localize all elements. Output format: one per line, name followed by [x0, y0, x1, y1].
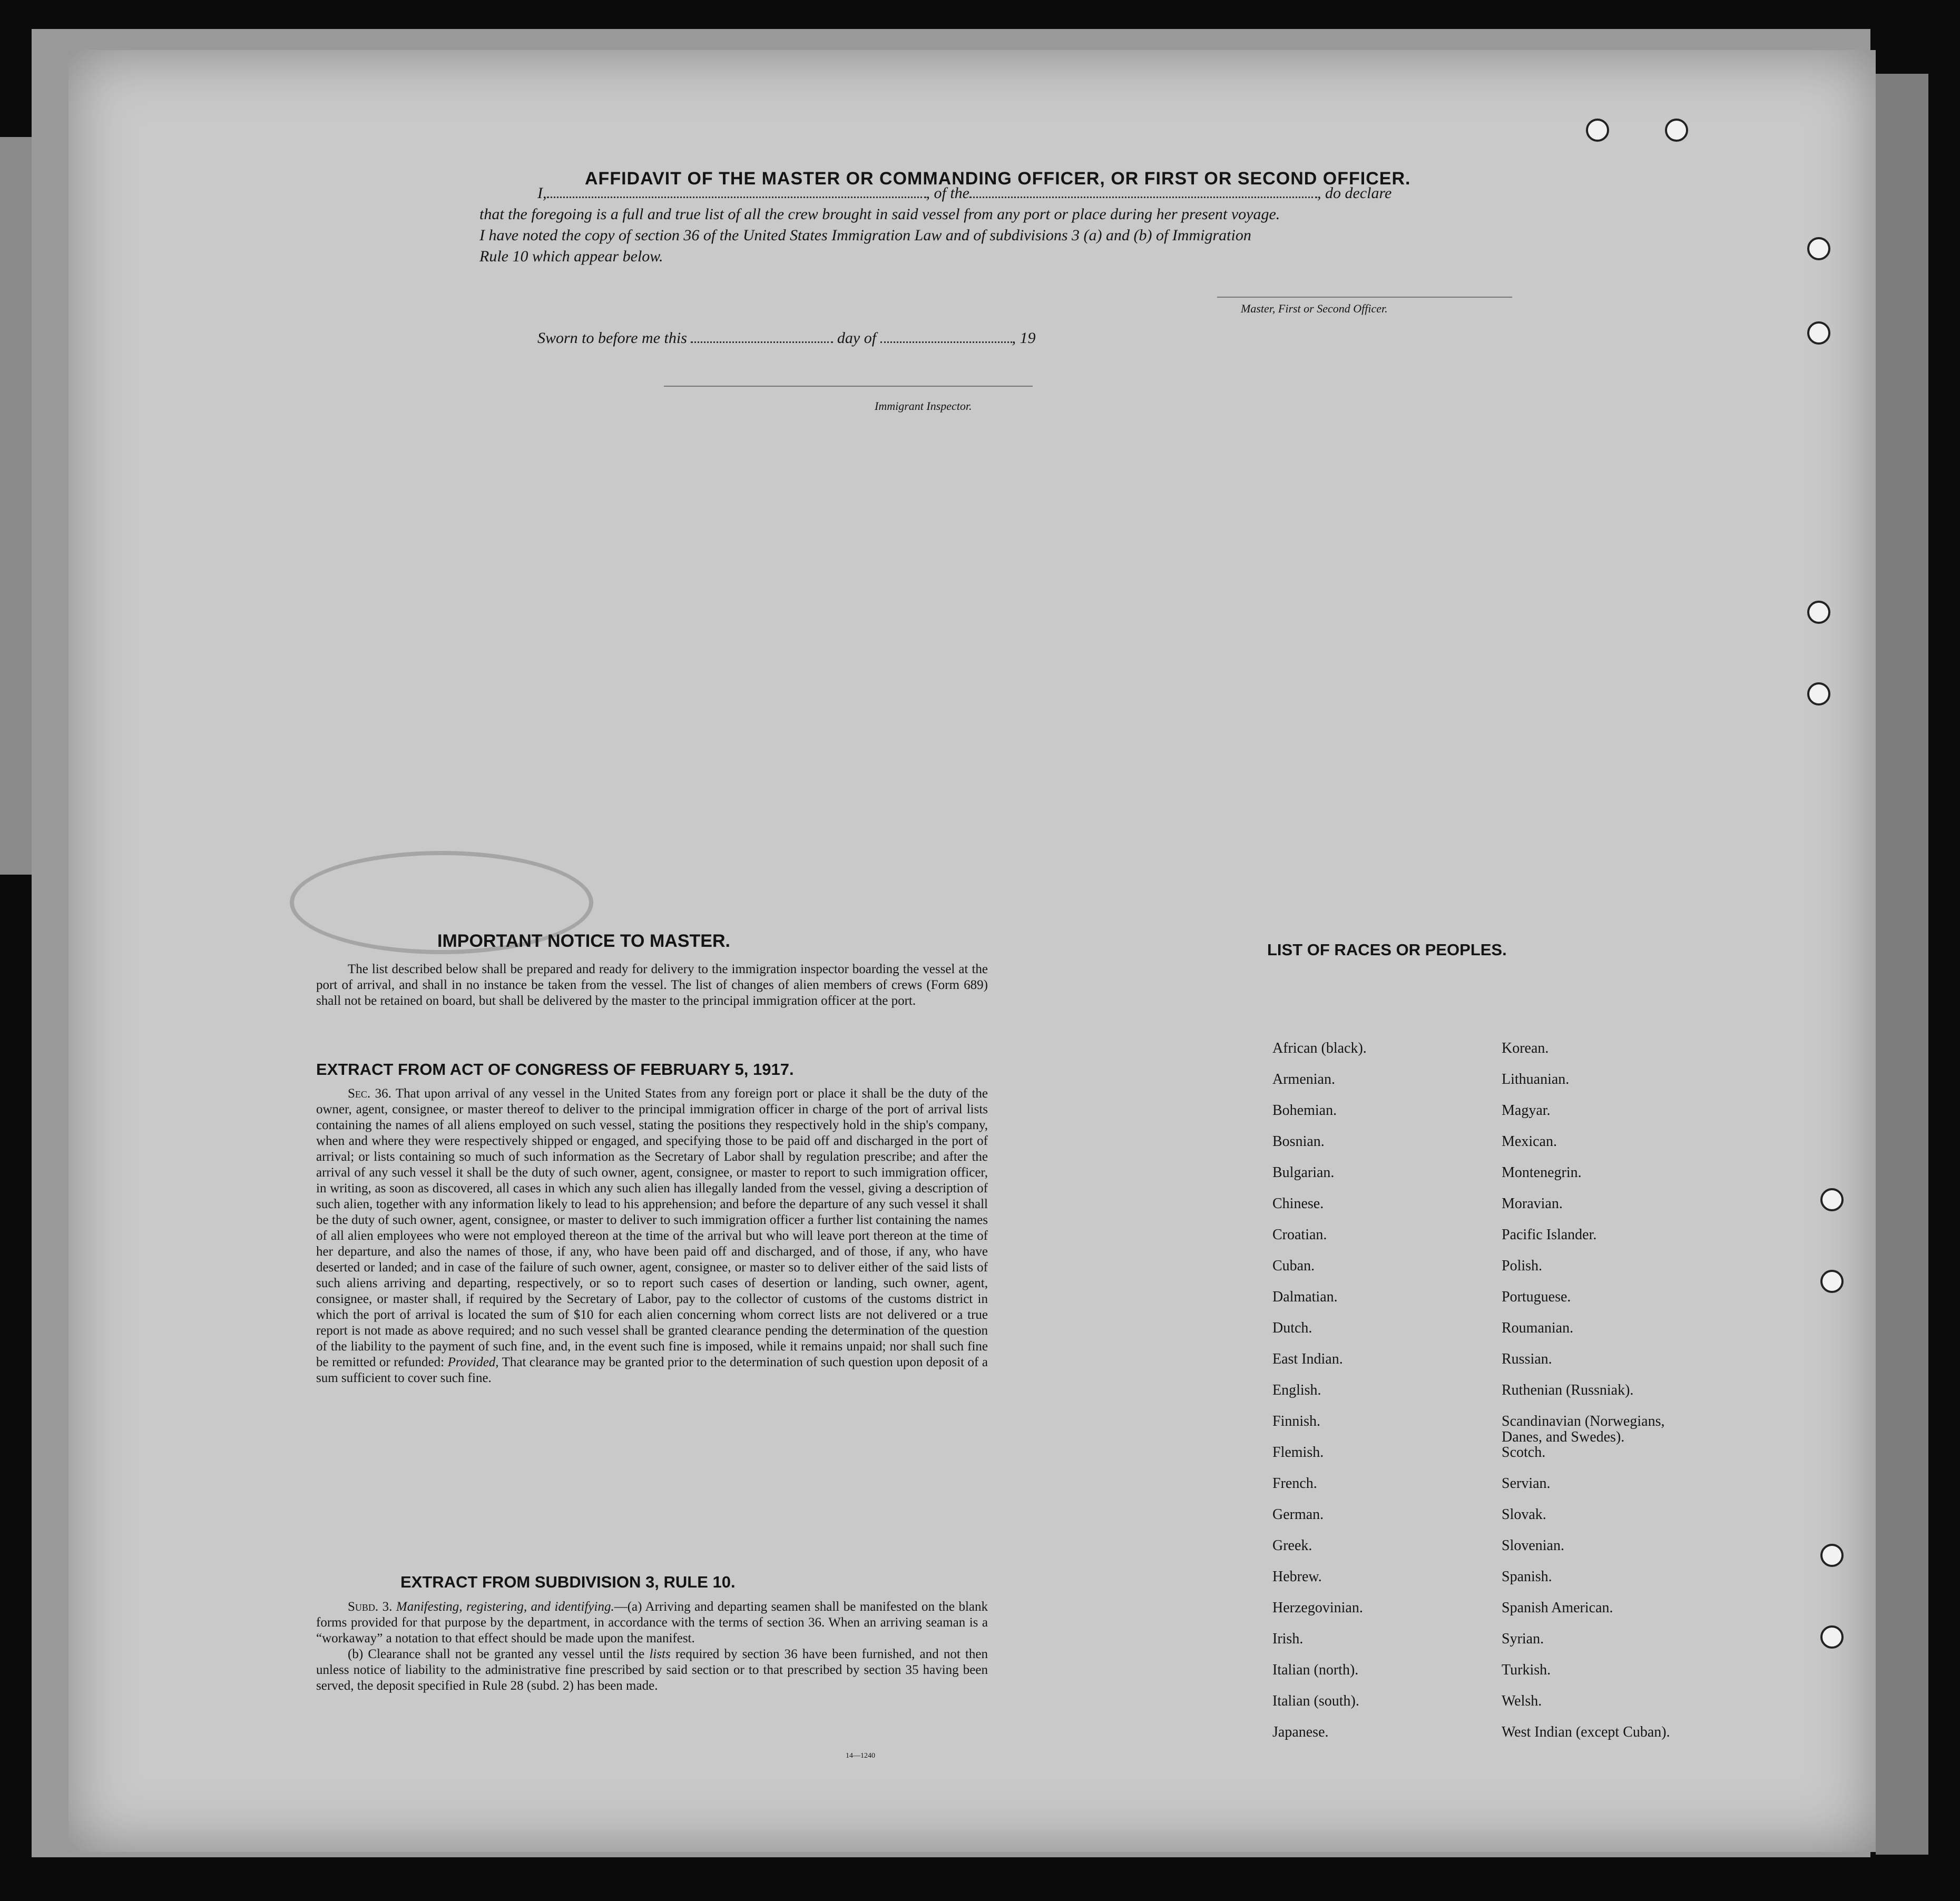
- inspector-signature-line: [664, 386, 1033, 387]
- affidavit-of: , of the: [926, 184, 969, 202]
- race-item: Irish.: [1272, 1631, 1304, 1647]
- punch-hole: [1820, 1270, 1844, 1293]
- race-item: Moravian.: [1502, 1196, 1563, 1212]
- race-item: Croatian.: [1272, 1227, 1327, 1243]
- punch-hole: [1807, 682, 1830, 705]
- rule-extract-title: EXTRACT FROM SUBDIVISION 3, RULE 10.: [400, 1573, 736, 1591]
- punch-hole: [1807, 237, 1830, 260]
- race-item: Slovenian.: [1502, 1537, 1564, 1554]
- affidavit-line-3: I have noted the copy of section 36 of the United States Immigration Law and of subdivisions 3 (a) and (b) of Immigration: [479, 227, 1251, 244]
- notice-title: IMPORTANT NOTICE TO MASTER.: [437, 931, 730, 951]
- race-item: Turkish.: [1502, 1662, 1551, 1678]
- race-item: Greek.: [1272, 1537, 1312, 1554]
- act-paragraph: That upon arrival of any vessel in the United States from any foreign port or place it shall be the duty of the owner, agent, consignee, or master thereof to deliver to the principal immigration officer in charge of the port of arrival lists containing the names of all aliens employed on such vessel, stating the positions they respectively hold in the ship's company, when and where they were respectively shipped or engaged, and specifying those to be paid off and discharged in the port of arrival; or lists containing so much of such information as the Secretary of Labor shall by regulation prescribe; and after the arrival of any such vessel it shall be the duty of such owner, agent, consignee, or master to report to such immigration officer, in writing, as soon as discovered, all cases in which any such alien has illegally landed from the vessel, giving a description of such alien, together with any information likely to lead to his apprehension; and before the departure of any such vessel it shall be the duty of such owner, agent, consignee, or master to deliver to such immigration officer a further list containing the names of all alien employees who were not employed thereon at the time of the arrival but who will leave port thereon at the time of her departure, and also the names of those, if any, who have been paid off and discharged, and of those, if any, who have deserted or landed; and in case of the failure of such owner, agent, consignee, or master so to deliver either of the said lists of such aliens arriving and departing, respectively, or so to report such cases of desertion or landing, such owner, agent, consignee, or master shall, if required by the Secretary of Labor, pay to the collector of customs of the customs district in which the port of arrival is located the sum of $10 for each alien concerning whom correct lists are not delivered or a true report is not made as above required; and no such vessel shall be granted clearance pending the determination of the question of the liability to the payment of such fine, and, in the event such fine is imposed, while it remains unpaid; nor shall such fine be remitted or refunded:: [316, 1086, 988, 1369]
- provided-word: Provided,: [447, 1355, 499, 1369]
- race-item: Spanish American.: [1502, 1600, 1613, 1616]
- races-title: LIST OF RACES OR PEOPLES.: [1267, 940, 1507, 959]
- race-item: Bosnian.: [1272, 1133, 1325, 1150]
- race-item: West Indian (except Cuban).: [1502, 1724, 1670, 1740]
- sworn-day-blank: [691, 341, 833, 343]
- race-item: Magyar.: [1502, 1102, 1551, 1119]
- subd-heading: Manifesting, registering, and identifying.: [396, 1600, 614, 1614]
- affidavit-i: I,: [537, 184, 547, 202]
- race-item: Mexican.: [1502, 1133, 1557, 1150]
- affidavit-declare: , do declare: [1317, 184, 1392, 202]
- race-item: Finnish.: [1272, 1413, 1321, 1429]
- punch-hole: [1586, 119, 1609, 142]
- race-item: Spanish.: [1502, 1569, 1552, 1585]
- race-item: Scandinavian (Norwegians, Danes, and Swedes).: [1502, 1413, 1665, 1445]
- master-signature-line: [1217, 297, 1512, 298]
- para-b-rest: required by section 36 have been furnished, and not then unless notice of liability to the administrative fine prescribed by said section or to that prescribed by section 35 having been served, the deposit specified in Rule 28 (subd. 2) has been made.: [316, 1647, 988, 1693]
- punch-hole: [1820, 1188, 1844, 1211]
- race-item: Herzegovinian.: [1272, 1600, 1363, 1616]
- punch-hole: [1820, 1625, 1844, 1649]
- race-item: Slovak.: [1502, 1506, 1546, 1523]
- race-item: Portuguese.: [1502, 1289, 1571, 1305]
- right-binding-strip: [1876, 74, 1928, 1855]
- race-item: East Indian.: [1272, 1351, 1343, 1367]
- race-item: Syrian.: [1502, 1631, 1544, 1647]
- act-paragraph-end: That clearance may be granted prior to the determination of such question upon deposit of a sum sufficient to cover such fine.: [316, 1355, 988, 1385]
- affidavit-line-1: [537, 184, 1391, 202]
- race-item: Hebrew.: [1272, 1569, 1322, 1585]
- race-item: Italian (north).: [1272, 1662, 1359, 1678]
- race-item: Pacific Islander.: [1502, 1227, 1597, 1243]
- form-number: 14—1240: [846, 1752, 875, 1760]
- act-extract-title: EXTRACT FROM ACT OF CONGRESS OF FEBRUARY 5, 1917.: [316, 1060, 794, 1079]
- affidavit-line-2: that the foregoing is a full and true list of all the crew brought in said vessel from any port or place during her present voyage.: [479, 205, 1280, 223]
- race-item: Japanese.: [1272, 1724, 1329, 1740]
- sworn-day-label: day of: [837, 329, 877, 347]
- para-b-prefix: (b) Clearance shall not be granted any vessel until the: [348, 1647, 645, 1661]
- sworn-year-label: , 19: [1012, 329, 1036, 347]
- para-b-lists: lists: [649, 1647, 671, 1661]
- race-item: Montenegrin.: [1502, 1164, 1582, 1181]
- race-item: Bulgarian.: [1272, 1164, 1335, 1181]
- race-item: Bohemian.: [1272, 1102, 1337, 1119]
- punch-hole: [1807, 601, 1830, 624]
- affidavit-line-4: Rule 10 which appear below.: [479, 248, 663, 265]
- notice-body: [316, 962, 988, 1009]
- para-a: —(a) Arriving and departing seamen shall be manifested on the blank forms provided for that purpose by the department, in accordance with the terms of section 36. When an arriving seaman is a “workaway” a notation to that effect should be made upon the manifest.: [316, 1600, 988, 1645]
- race-item: Dalmatian.: [1272, 1289, 1338, 1305]
- notice-paragraph: The list described below shall be prepared and ready for delivery to the immigration inspector boarding the vessel at the port of arrival, and shall in no instance be taken from the vessel. The list of changes of alien members of crews (Form 689) shall not be retained on board, but shall be delivered by the master to the principal immigration officer at the port.: [316, 962, 988, 1008]
- race-item: Russian.: [1502, 1351, 1552, 1367]
- punch-hole: [1665, 119, 1688, 142]
- race-item: Korean.: [1502, 1040, 1549, 1056]
- race-item: Polish.: [1502, 1258, 1543, 1274]
- sec-label: Sec. 36.: [348, 1086, 391, 1101]
- race-item: Armenian.: [1272, 1071, 1335, 1087]
- affidavit-title: AFFIDAVIT OF THE MASTER OR COMMANDING OFFICER, OR FIRST OR SECOND OFFICER.: [585, 169, 1411, 189]
- races-left-column: [1272, 1041, 1504, 1756]
- race-item: Cuban.: [1272, 1258, 1315, 1274]
- race-item: Servian.: [1502, 1475, 1551, 1492]
- race-item: Lithuanian.: [1502, 1071, 1570, 1087]
- race-item: French.: [1272, 1475, 1317, 1492]
- subd-label: Subd. 3.: [348, 1600, 393, 1614]
- punch-hole: [1820, 1544, 1844, 1567]
- race-item: English.: [1272, 1382, 1321, 1398]
- race-item: Dutch.: [1272, 1320, 1312, 1336]
- act-extract-body: [316, 1086, 988, 1386]
- punch-hole: [1807, 321, 1830, 345]
- race-item: Italian (south).: [1272, 1693, 1359, 1709]
- race-item: Flemish.: [1272, 1444, 1324, 1461]
- manifest-page: [68, 50, 1876, 1852]
- master-signature-label: Master, First or Second Officer.: [1241, 302, 1388, 315]
- race-item: African (black).: [1272, 1040, 1367, 1056]
- race-item: Scotch.: [1502, 1444, 1546, 1461]
- rule-extract-body: [316, 1599, 988, 1694]
- races-right-column: [1502, 1041, 1733, 1756]
- inspector-label: Immigrant Inspector.: [875, 399, 972, 413]
- race-item: German.: [1272, 1506, 1324, 1523]
- race-item: Chinese.: [1272, 1196, 1324, 1212]
- name-blank: [547, 197, 926, 198]
- ghost-row: [342, 440, 1876, 461]
- race-item: Welsh.: [1502, 1693, 1542, 1709]
- sworn-prefix: Sworn to before me this: [537, 329, 687, 347]
- sworn-month-blank: [880, 341, 1012, 343]
- vessel-blank: [969, 197, 1317, 198]
- sworn-line: [537, 329, 1036, 347]
- race-item: Roumanian.: [1502, 1320, 1574, 1336]
- race-item: Ruthenian (Russniak).: [1502, 1382, 1634, 1398]
